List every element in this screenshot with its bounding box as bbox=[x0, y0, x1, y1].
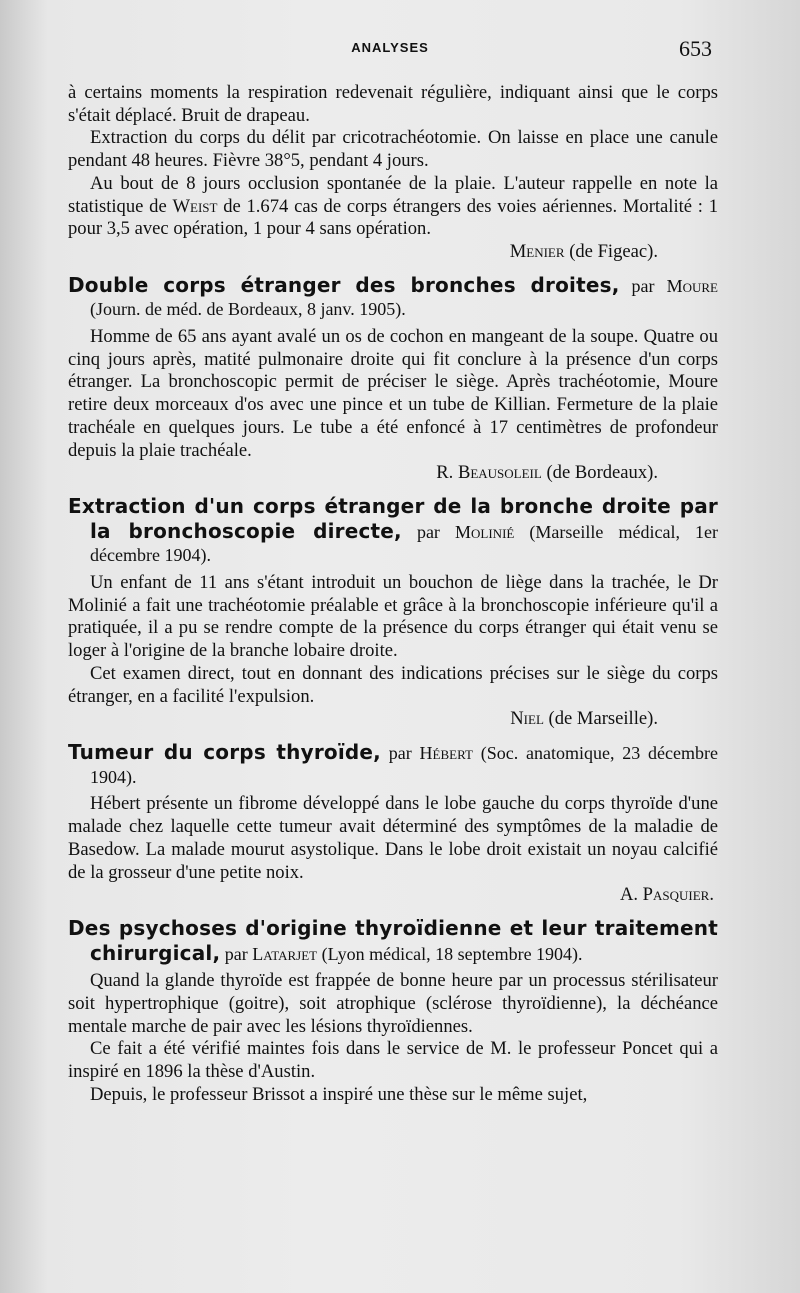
article-4-title: Des psychoses d'origine thyroïdienne et leur traitement chirurgical, bbox=[68, 915, 718, 965]
article-1-signature-name: Beausoleil bbox=[457, 462, 542, 484]
article-2-signature-place: (de Marseille). bbox=[543, 708, 658, 730]
article-2-signature-name: Niel bbox=[510, 708, 544, 730]
article-1-by: par bbox=[619, 275, 667, 296]
article-2-source: (Marseille médical, 1er décembre 1904). bbox=[90, 521, 719, 566]
article-4-source: (Lyon médical, 18 septembre 1904). bbox=[317, 943, 583, 964]
intro-paragraph-2: Extraction du corps du délit par cricotrachéotomie. On laisse en place une canule pendant 48 heures. Fièvre 38°5, pendant 4 jours. bbox=[68, 127, 718, 172]
article-3-heading bbox=[68, 741, 718, 789]
article-3-title: Tumeur du corps thyroïde, bbox=[68, 739, 381, 764]
intro-paragraph-3-text-a: Au bout de 8 jours occlusion spontanée de la plaie. L'auteur rappelle en note la statistique de bbox=[68, 172, 718, 217]
article-1-title: Double corps étranger des bronches droites, bbox=[68, 272, 620, 297]
article-3-source: (Soc. anatomique, 23 décembre 1904). bbox=[90, 742, 719, 787]
article-1-source: (Journ. de méd. de Bordeaux, 8 janv. 1905). bbox=[90, 299, 406, 320]
article-2-author: Molinié bbox=[455, 521, 515, 542]
article-1-author: Moure bbox=[666, 275, 718, 296]
article-2-by: par bbox=[401, 521, 456, 542]
article-3-author: Hébert bbox=[419, 742, 473, 763]
article-4-by: par bbox=[220, 943, 253, 964]
article-2-signature bbox=[68, 708, 718, 731]
article-2-paragraph-1: Un enfant de 11 ans s'étant introduit un bouchon de liège dans la trachée, le Dr Molinié a fait une trachéotomie préalable et grâce à la bronchoscopie inférieure qu'il a pratiquée, il a pu se rendre compte de la présence du corps étranger qui était venu se loger à l'origine de la branche lobaire droite. bbox=[68, 572, 718, 662]
intro-paragraph-1: à certains moments la respiration redevenait régulière, indiquant ainsi que le corps s'était déplacé. Bruit de drapeau. bbox=[68, 82, 718, 126]
article-3-paragraph-1: Hébert présente un fibrome développé dans le lobe gauche du corps thyroïde d'une malade chez laquelle cette tumeur avait déterminé des symptômes de la maladie de Basedow. La malade mourut asystolique. Dans le lobe droit existait un noyau calcifié de la grosseur d'une petite noix. bbox=[68, 793, 718, 883]
article-1-signature bbox=[68, 462, 718, 485]
article-1-signature-initial: R. bbox=[436, 462, 458, 484]
article-1-heading bbox=[68, 274, 718, 322]
article-3-signature: A. Pasquier. bbox=[619, 884, 714, 906]
article-4-paragraph-3: Depuis, le professeur Brissot a inspiré une thèse sur le même sujet, bbox=[90, 1083, 588, 1105]
article-3-by: par bbox=[380, 742, 420, 763]
intro-signature-place: (de Figeac). bbox=[564, 240, 658, 262]
article-4-author: Latarjet bbox=[252, 943, 318, 964]
article-1-signature-place: (de Bordeaux). bbox=[541, 462, 658, 484]
article-4-paragraph-2: Ce fait a été vérifié maintes fois dans le service de M. le professeur Poncet qui a inspiré en 1896 la thèse d'Austin. bbox=[68, 1038, 718, 1083]
cited-author-weist: Weist bbox=[172, 195, 218, 217]
article-4-paragraph-1: Quand la glande thyroïde est frappée de bonne heure par un processus stérilisateur soit hypertrophique (goitre), soit atrophique (sclérose thyroïdienne), la déchéance mentale marche de pair avec les lésions thyroïdiennes. bbox=[68, 970, 718, 1037]
intro-paragraph-3 bbox=[68, 173, 718, 241]
article-2-heading bbox=[68, 495, 718, 568]
page-number: 653 bbox=[679, 36, 712, 61]
page-header bbox=[68, 36, 712, 60]
article-2-paragraph-2: Cet examen direct, tout en donnant des indications précises sur le siège du corps étranger, en a facilité l'expulsion. bbox=[68, 662, 718, 707]
running-title: ANALYSES bbox=[351, 40, 429, 55]
intro-signature-name: Menier bbox=[509, 240, 565, 262]
page-body bbox=[68, 82, 718, 1107]
article-4-heading bbox=[68, 917, 718, 966]
article-1-paragraph-1: Homme de 65 ans ayant avalé un os de cochon en mangeant de la soupe. Quatre ou cinq jours après, matité pulmonaire droite qui fit conclure à la présence d'un corps étranger. La bronchoscopic permit de préciser le siège. Après trachéotomie, Moure retire deux morceaux d'os avec une pince et un tube de Killian. Fermeture de la plaie trachéale en quelques jours. Le tube a été enfoncé à 17 centimètres de profondeur depuis la plaie trachéale. bbox=[68, 326, 718, 461]
article-2-title: Extraction d'un corps étranger de la bronche droite par la bronchoscopie directe, bbox=[68, 493, 718, 543]
intro-paragraph-3-text-b: de 1.674 cas de corps étrangers des voies aériennes. Mortalité : 1 pour 3,5 avec opération, 1 pour 4 sans opération. bbox=[68, 195, 719, 240]
intro-signature bbox=[68, 241, 718, 264]
